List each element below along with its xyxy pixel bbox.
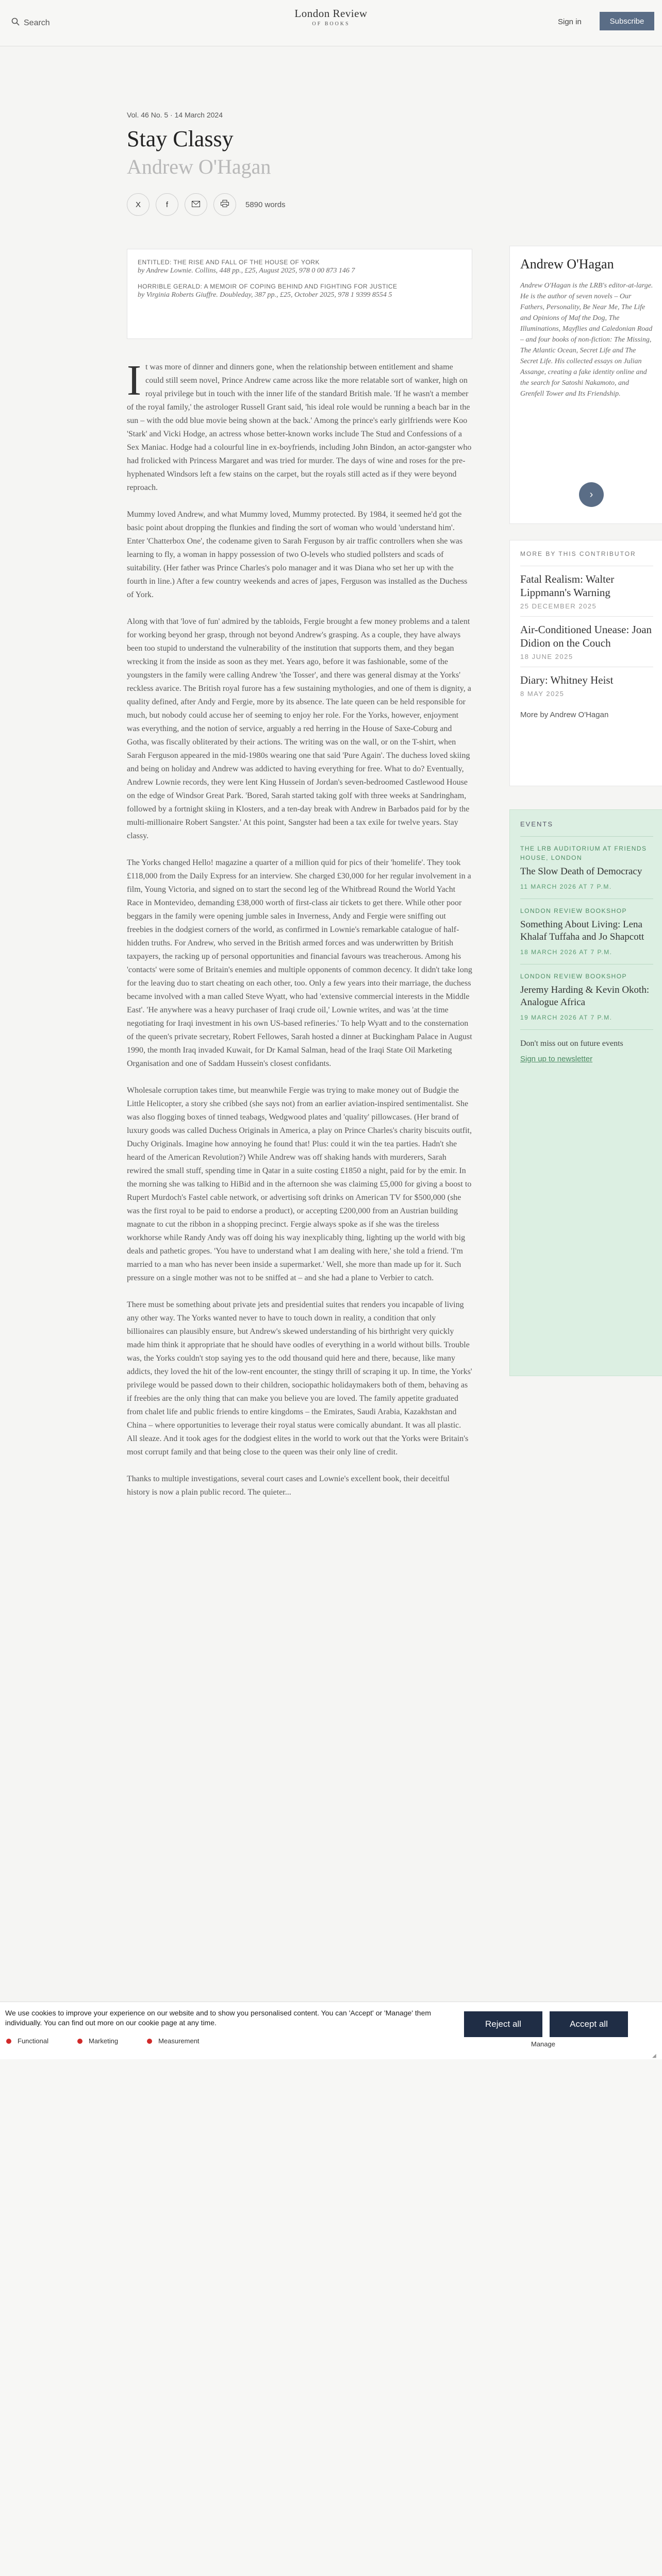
search-label: Search bbox=[24, 18, 50, 27]
drop-cap: I bbox=[127, 357, 141, 404]
event-title: Something About Living: Lena Khalaf Tuffaha and Jo Shapcott bbox=[520, 919, 644, 942]
print-icon bbox=[221, 200, 229, 209]
event-item[interactable] bbox=[520, 964, 653, 1029]
manage-cookies-button[interactable]: Manage bbox=[531, 2040, 555, 2048]
more-by-contributor bbox=[509, 540, 662, 786]
event-item[interactable] bbox=[520, 836, 653, 899]
article-paragraph: It was more of dinner and dinners gone, when the relationship between entitlement and shame could still seem novel, Prince Andrew came across like the more relatable sort of wanker, high on royal privilege but in touch with the inner life of the standard British male. 'If he wasn't a member of the royal family,' the astrologer Russell Grant said, 'his ideal role would be running a beach bar in the sun – with the odd blue movie being shown at the back.' Among the prince's early girlfriends were Koo 'Stark' and Vicki Hodge, an actress whose better-known works include The Stud and Confessions of a Sex Maniac. Hodge had a colourful line in ex-boyfriends, including John Bindon, an actor-gangster who had frolicked with Princess Margaret and was tried for murder. The days of wine and roses for the pre-hyphenated Windsors left a few stains on the carpet, but the royals still acted as if they were beyond reproach. bbox=[127, 357, 472, 492]
more-item-title: Air-Conditioned Unease: Joan Didion on the Couch bbox=[520, 623, 652, 649]
accept-all-button[interactable]: Accept all bbox=[550, 2011, 628, 2037]
logo-line1: London Review bbox=[294, 7, 368, 20]
toggle-indicator-icon bbox=[77, 2039, 82, 2044]
signin-link[interactable]: Sign in bbox=[558, 18, 582, 26]
toggle-label: Measurement bbox=[158, 2037, 200, 2045]
author-bio-card bbox=[509, 246, 662, 524]
reviewed-books bbox=[127, 249, 472, 339]
events-footer-text: Don't miss out on future events bbox=[520, 1039, 623, 1048]
more-item[interactable] bbox=[520, 566, 653, 616]
event-venue: LONDON REVIEW BOOKSHOP bbox=[520, 907, 627, 914]
bio-next-button[interactable] bbox=[579, 482, 604, 507]
reviewed-book[interactable] bbox=[138, 283, 461, 300]
article-paragraph: The Yorks changed Hello! magazine a quarter of a million quid for pics of their 'homelife'. They took £118,000 from the Daily Express for an interview. She charged £30,000 for her regular involvement in a film, Young Victoria, and signed on to start the second leg of the Whitbread Round the World Yacht Race in Montevideo, demanding £38,000 worth of first-class air tickets to get there. While other poor beggars in the family were opening jumble sales in Inverness, Andy and Fergie were sniffing out freebies in the dodgiest corners of the world, as confirmed in Lownie's remarkable catalogue of half-hidden truths. For Andrew, who served in the British armed forces and was underwritten by British taxpayers, the racking up of personal opportunities and financial favours was treacherous. Among his 'contacts' were some of Britain's enemies and multiple opponents of common decency. It didn't take long for the leaving duo to start cheating on each other, too. Only a few years into their marriage, the duchess became involved with a man called Steve Wyatt, who had 'extensive commercial interests in the Middle East'. 'He anywhere was a heavy purchaser of Iraqi crude oil,' Lownie writes, and was 'at the time negotiating for Iraqi investment in his own US-based refineries.' To help Wyatt and to the consternation of the queen's private secretary, Robert Fellowes, Sarah hosted a dinner at Buckingham Palace in August 1990, the month Iraq invaded Kuwait, for Dr Kamal Salman, head of the Iraqi State Oil Marketing Organisation and one of Saddam Hussein's closest confidants. bbox=[127, 858, 472, 1068]
events-heading: EVENTS bbox=[520, 820, 554, 828]
cookie-toggle-functional[interactable] bbox=[6, 2037, 48, 2045]
cookie-text: We use cookies to improve your experience on our website and to show you personalised content. You can 'Accept' or 'Manage' them individually. You can find out more on our cookie page at any time. bbox=[5, 2009, 432, 2027]
facebook-icon: f bbox=[166, 200, 169, 209]
more-item-title: Diary: Whitney Heist bbox=[520, 674, 614, 686]
cookie-banner bbox=[0, 2002, 662, 2059]
logo-line2: OF BOOKS bbox=[312, 21, 350, 27]
more-item[interactable] bbox=[520, 667, 653, 704]
toggle-label: Functional bbox=[18, 2037, 48, 2045]
word-count: 5890 words bbox=[245, 200, 286, 209]
article-paragraph: Thanks to multiple investigations, several court cases and Lownie's excellent book, their deceitful history is now a plain public record. The quieter... bbox=[127, 1475, 450, 1497]
share-twitter-button[interactable] bbox=[127, 193, 150, 216]
toggle-indicator-icon bbox=[6, 2039, 11, 2044]
events-footer bbox=[520, 1029, 653, 1065]
more-item-title: Fatal Realism: Walter Lippmann's Warning bbox=[520, 573, 615, 599]
reject-all-button[interactable]: Reject all bbox=[464, 2011, 542, 2037]
reviewed-book-title: ENTITLED: THE RISE AND FALL OF THE HOUSE OF YORK bbox=[138, 259, 320, 266]
event-venue: THE LRB AUDITORIUM AT FRIENDS HOUSE, LONDON bbox=[520, 845, 647, 861]
reviewed-book-title: HORRIBLE GERALD: A MEMOIR OF COPING BEHIND AND FIGHTING FOR JUSTICE bbox=[138, 283, 398, 290]
toggle-indicator-icon bbox=[147, 2039, 152, 2044]
more-item[interactable] bbox=[520, 616, 653, 667]
reviewed-book-details: by Virginia Roberts Giuffre. Doubleday, 387 pp., £25, October 2025, 978 1 9399 8554 5 bbox=[138, 291, 392, 299]
more-by-author-link[interactable]: More by Andrew O'Hagan bbox=[520, 710, 609, 719]
event-title: Jeremy Harding & Kevin Okoth: Analogue Africa bbox=[520, 985, 650, 1008]
article-paragraph: Wholesale corruption takes time, but meanwhile Fergie was trying to make money out of Budgie the Little Helicopter, a story she cribbed (she says not) from an earlier aviation-inspired sentimentalist. She was also flogging boxes of tinned teabags, Wedgwood plates and 'quality' pillowcases. (Her brand of luxury goods was called Duchess Originals in America, a play on Prince Charles's charity biscuits outfit, Duchy Originals. Imagine how annoying he found that! Plus: could it win the tea parties. Hadn't she heard of the American Revolution?) While Andrew was off shaking hands with murderers, Sarah rewired the small stuff, spending time in Qatar in a suite costing £1850 a night, paid for by the emir. In the morning she was talking to HiBid and in the afternoon she was claiming £5,000 for giving a boost to Rupert Murdoch's Fastel cable network, or advertising soft drinks on American TV for $500,000 (she was the first royal to be paid to endorse a product), or accepting £200,000 from an Austrian building magnate to cut the ribbon in a shopping precinct. Fergie always spoke as if she was the tireless workhorse while Randy Andy was off doing his way inexplicably thing, lighting up the world with big deals and pathetic gropes. 'You have to understand what I am dealing with here,' she told a friend. 'I'm married to a man who has never been inside a supermarket.' Well, she more than made up for it. Such pressure on a single mother was not to be sniffed at – and she had a plane to Verbier to catch. bbox=[127, 1086, 472, 1282]
event-venue: LONDON REVIEW BOOKSHOP bbox=[520, 973, 627, 980]
event-date: 19 MARCH 2026 AT 7 P.M. bbox=[520, 1014, 613, 1021]
share-facebook-button[interactable] bbox=[156, 193, 178, 216]
cookie-toggle-marketing[interactable] bbox=[77, 2037, 118, 2045]
event-date: 18 MARCH 2026 AT 7 P.M. bbox=[520, 948, 613, 956]
event-item[interactable] bbox=[520, 899, 653, 964]
email-icon bbox=[192, 200, 200, 209]
issue-info[interactable]: Vol. 46 No. 5 · 14 March 2024 bbox=[127, 111, 223, 119]
print-button[interactable] bbox=[213, 193, 236, 216]
arrow-right-icon: › bbox=[589, 488, 593, 500]
article-author[interactable]: Andrew O'Hagan bbox=[127, 155, 271, 178]
article-title: Stay Classy bbox=[127, 126, 234, 151]
toggle-label: Marketing bbox=[88, 2037, 119, 2045]
bio-name[interactable]: Andrew O'Hagan bbox=[520, 257, 614, 272]
twitter-icon: X bbox=[135, 200, 141, 209]
article-paragraph: Along with that 'love of fun' admired by the tabloids, Fergie brought a few money problems and a talent for working beyond her grasp, through not beyond Andrew's grasping. As a couple, they have always been too stupid to understand the vulnerability of the institution that supports them, and they began wrecking it from the inside as soon as they met. Years ago, before it was fashionable, some of the youngsters in the family were calling Andrew 'the Tosser', and there was general dismay at the Yorks' reckless avarice. The British royal furore has a few sustaining mythologies, and one of them is dignity, a quality defined, after Andy and Fergie, more by its absence. The late queen can be held responsible for much, but nobody could accuse her of seeming to enjoy her role. For the Yorks, however, enjoyment was everything, and the notion of service, arguably a red herring in the House of Saxe-Coburg and Gotha, was fiscally obliterated by their actions. The writing was on the wall, or on the T-shirt, when Sarah Ferguson appeared in the mid-1980s wearing one that said 'Pure Again'. The duchess loved skiing and being on holiday and Andrew was addicted to having everything for free. What to do? Eventually, Andrew Lownie records, they were lent King Hussein of Jordan's seven-bedroomed Castlewood House on the edge of Windsor Great Park. 'Bored, Sarah started taking golf with three weeks at Sandringham, followed by a fortnight skiing in Klosters, and a ten-day break with Andrew in Barbados paid for by the multi-millionaire Robert Sangster.' At this point, Sangster had been a tax exile for twelve years. Stay classy. bbox=[127, 617, 471, 840]
more-item-date: 25 DECEMBER 2025 bbox=[520, 602, 597, 610]
article-paragraph: Mummy loved Andrew, and what Mummy loved, Mummy protected. By 1984, it seemed he'd got the basic point about dropping the flunkies and finding the sort of woman who would 'understand him'. Enter 'Chatterbox One', the codename given to Sarah Ferguson by air traffic controllers when she was learning to fly, a woman in happy possession of two O-levels who studied pollsters and scads of suitability. (Her father was Prince Charles's polo manager and it was Diana who set her up with the fourth in line.) After a few country weekends and acres of japes, Ferguson was installed as the Duchess of York. bbox=[127, 510, 468, 599]
events-panel bbox=[509, 809, 662, 1376]
share-email-button[interactable] bbox=[185, 193, 207, 216]
more-item-date: 8 MAY 2025 bbox=[520, 690, 565, 698]
reviewed-book[interactable] bbox=[138, 259, 461, 276]
more-heading: MORE BY THIS CONTRIBUTOR bbox=[520, 550, 636, 557]
newsletter-signup-link[interactable]: Sign up to newsletter bbox=[520, 1055, 593, 1063]
article-body bbox=[127, 357, 472, 1513]
share-bar bbox=[127, 193, 286, 216]
event-date: 11 MARCH 2026 AT 7 P.M. bbox=[520, 883, 612, 890]
bio-text: Andrew O'Hagan is the LRB's editor-at-large. He is the author of seven novels – Our Fathers, Personality, Be Near Me, The Life and Opinions of Maf the Dog, The Illuminations, Mayflies and Caledonian Road – and four books of non-fiction: The Missing, The Atlantic Ocean, Secret Life and The Secret Life. His collected essays on Julian Assange, creating a fake identity online and the search for Satoshi Nakamoto, and Grenfell Tower and Its Friendship. bbox=[520, 282, 653, 398]
site-header bbox=[0, 0, 662, 46]
article-paragraph: There must be something about private jets and presidential suites that renders you incapable of living any other way. The Yorks wanted never to have to touch down in reality, a condition that only billionaires can plausibly ensure, but Andrew's skewed understanding of his birthright very quickly made him think it appropriate that he should have oodles of everything in a world without bills. Trouble was, the Yorks couldn't stop saying yes to the odd thousand quid here and there, because, like many addicts, they loved the hit of the low-rent encounter, the stingy thrill of scraping it up. In time, the Yorks' privilege would be passed down to their children, sociopathic holidaymakers both of them, behaving as if freebies are the only thing that can make you believe you are loved. The family appetite graduated from chalet life and public friends to entire kingdoms – the Emirates, Saudi Arabia, Kazakhstan and China – where opportunities to leverage their royal status were comically abundant. It was all plastic. All sleaze. And it took ages for the dodgiest elites in the world to work out that the Yorks were Britain's most corrupt family and that being close to the queen was their only line of credit. bbox=[127, 1300, 472, 1456]
subscribe-button[interactable]: Subscribe bbox=[600, 12, 654, 30]
cookie-toggles bbox=[6, 2037, 200, 2045]
event-title: The Slow Death of Democracy bbox=[520, 866, 642, 877]
reviewed-book-details: by Andrew Lownie. Collins, 448 pp., £25, August 2025, 978 0 00 873 146 7 bbox=[138, 267, 355, 275]
cookie-toggle-measurement[interactable] bbox=[147, 2037, 199, 2045]
resize-handle-icon[interactable]: ◢ bbox=[652, 2053, 656, 2059]
page-footer-area bbox=[0, 2059, 662, 2576]
more-item-date: 18 JUNE 2025 bbox=[520, 653, 573, 660]
